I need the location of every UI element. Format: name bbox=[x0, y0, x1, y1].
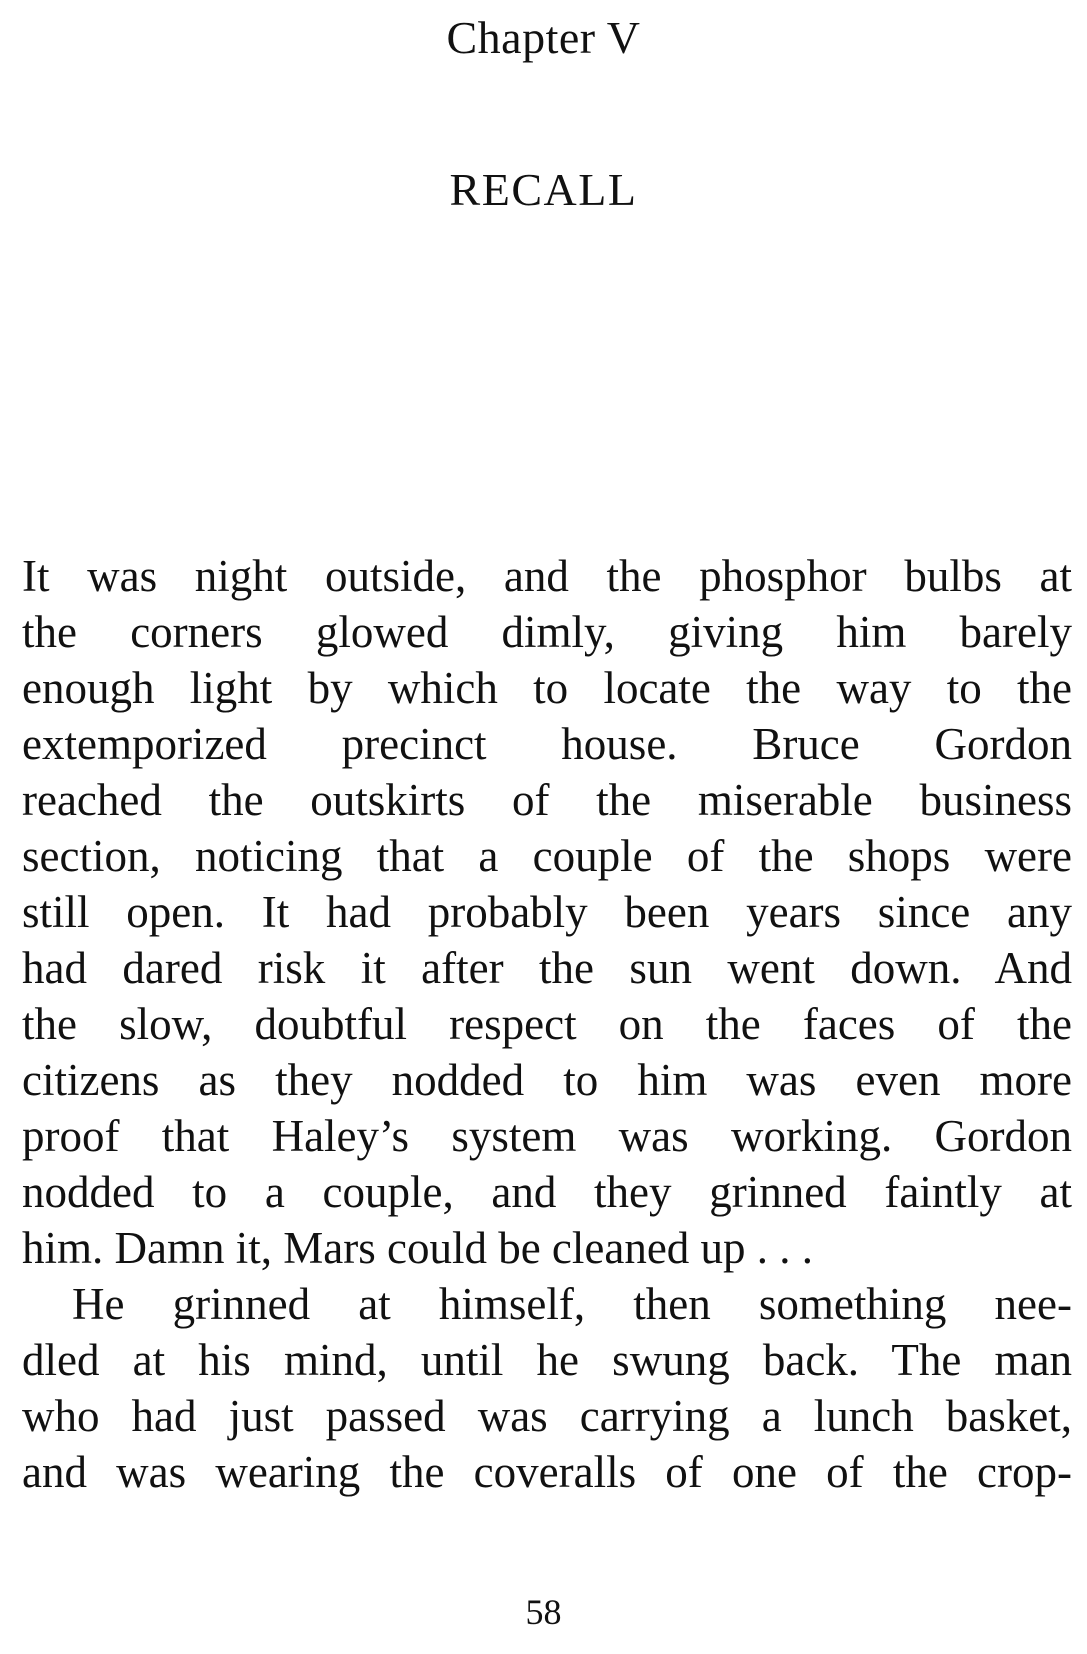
text-line: and was wearing the coveralls of one of the crop- bbox=[22, 1447, 1072, 1497]
text-line: had dared risk it after the sun went down. And bbox=[22, 943, 1072, 993]
text-line: It was night outside, and the phosphor bulbs at bbox=[22, 551, 1072, 601]
paragraph bbox=[22, 1276, 1072, 1500]
text-line: the corners glowed dimly, giving him barely bbox=[22, 607, 1072, 657]
text-line: extemporized precinct house. Bruce Gordon bbox=[22, 719, 1072, 769]
text-line: section, noticing that a couple of the shops were bbox=[22, 831, 1072, 881]
text-line: reached the outskirts of the miserable business bbox=[22, 775, 1072, 825]
text-line: nodded to a couple, and they grinned faintly at bbox=[22, 1167, 1072, 1217]
text-line: citizens as they nodded to him was even more bbox=[22, 1055, 1072, 1105]
chapter-label: Chapter V bbox=[446, 12, 641, 63]
text-line: him. Damn it, Mars could be cleaned up . . . bbox=[22, 1223, 814, 1273]
text-line: He grinned at himself, then something nee- bbox=[72, 1279, 1072, 1329]
text-line: still open. It had probably been years since any bbox=[22, 887, 1072, 937]
text-line: enough light by which to locate the way to the bbox=[22, 663, 1072, 713]
text-line: the slow, doubtful respect on the faces of the bbox=[22, 999, 1072, 1049]
text-line: proof that Haley’s system was working. Gordon bbox=[22, 1111, 1072, 1161]
text-line: who had just passed was carrying a lunch basket, bbox=[22, 1391, 1072, 1441]
body-text bbox=[22, 548, 1072, 1500]
page-number: 58 bbox=[525, 1592, 562, 1632]
paragraph bbox=[22, 548, 1072, 1276]
text-line: dled at his mind, until he swung back. The man bbox=[22, 1335, 1072, 1385]
chapter-title: RECALL bbox=[449, 164, 638, 215]
